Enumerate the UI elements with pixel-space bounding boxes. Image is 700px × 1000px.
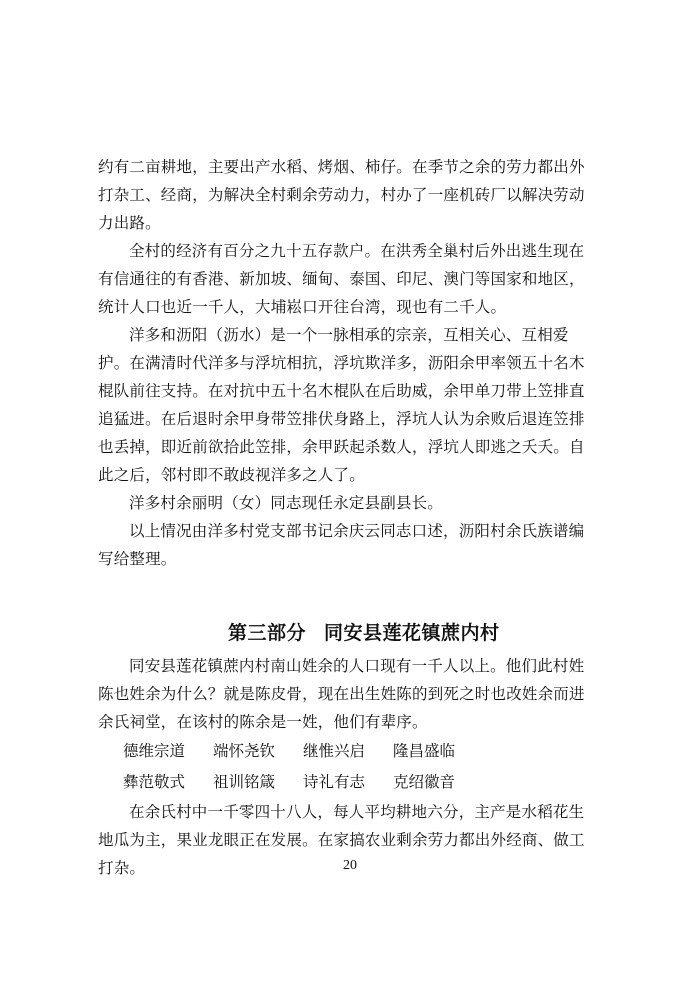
section-heading — [228, 618, 500, 645]
generation-row-2 — [98, 767, 598, 798]
generation-term: 诗礼有志 — [303, 773, 366, 791]
section-paragraph-intro: 同安县莲花镇蔗内村南山姓余的人口现有一千人以上。他们此村姓陈也姓余为什么？就是陈皮骨，现在出生姓陈的到死之时也改姓余而进余氏祠堂，在该村的陈余是一姓，他们有辈序。 — [98, 657, 585, 731]
section-text-block — [98, 652, 598, 882]
generation-term: 隆昌盛临 — [393, 742, 456, 760]
generation-term: 德维宗道 — [123, 742, 186, 760]
section-part-label: 第三部分 — [228, 622, 307, 644]
section-title: 同安县莲花镇蔗内村 — [324, 622, 500, 644]
paragraph-continuation: 约有二亩耕地，主要出产水稻、烤烟、柿仔。在季节之余的劳力都出外打杂工、经商，为解决全村剩余劳动力，村办了一座机砖厂以解决劳动力出路。 — [98, 158, 585, 232]
paragraph-official: 洋多村余丽明（女）同志现任永定县副县长。 — [129, 494, 444, 512]
generation-term: 端怀尧钦 — [213, 742, 276, 760]
paragraph-history: 洋多和沥阳（沥水）是一个一脉相承的宗亲，互相关心、互相爱护。在满清时代洋多与浮坑相抗，浮坑欺洋多，沥阳余甲率领五十名木棍队前往支持。在对抗中五十名木棍队在后助威，余甲单刀带上笠排直追猛进。在后退时余甲身带笠排伏身路上，浮坑人认为余败后退连笠排也丢掉，即近前欲拾此笠排，余甲跃起杀数人，浮坑人即逃之夭夭。自此之后，邻村即不敢歧视洋多之人了。 — [98, 326, 585, 484]
generation-term: 继惟兴启 — [303, 742, 366, 760]
generation-term: 克绍徽音 — [393, 773, 456, 791]
section-paragraph-economy: 在余氏村中一千零四十八人，每人平均耕地六分，主产是水稻花生地瓜为主，果业龙眼正在发展。在家搞农业剩余劳力都出外经商、做工打杂。 — [98, 803, 585, 877]
page-number: 20 — [343, 858, 357, 873]
paragraph-economy: 全村的经济有百分之九十五存款户。在洪秀全巢村后外出逃生现在有信通往的有香港、新加坡、缅甸、泰国、印尼、澳门等国家和地区，统计人口也近一千人，大埔崧口开往台湾，现也有二千人。 — [98, 242, 585, 316]
generation-term: 彝范敬式 — [123, 773, 186, 791]
paragraph-source: 以上情况由洋多村党支部书记余庆云同志口述，沥阳村余氏族谱编写给整理。 — [98, 522, 585, 568]
generation-term: 祖训铭箴 — [213, 773, 276, 791]
generation-row-1 — [98, 736, 598, 767]
intro-text-block — [98, 153, 598, 573]
